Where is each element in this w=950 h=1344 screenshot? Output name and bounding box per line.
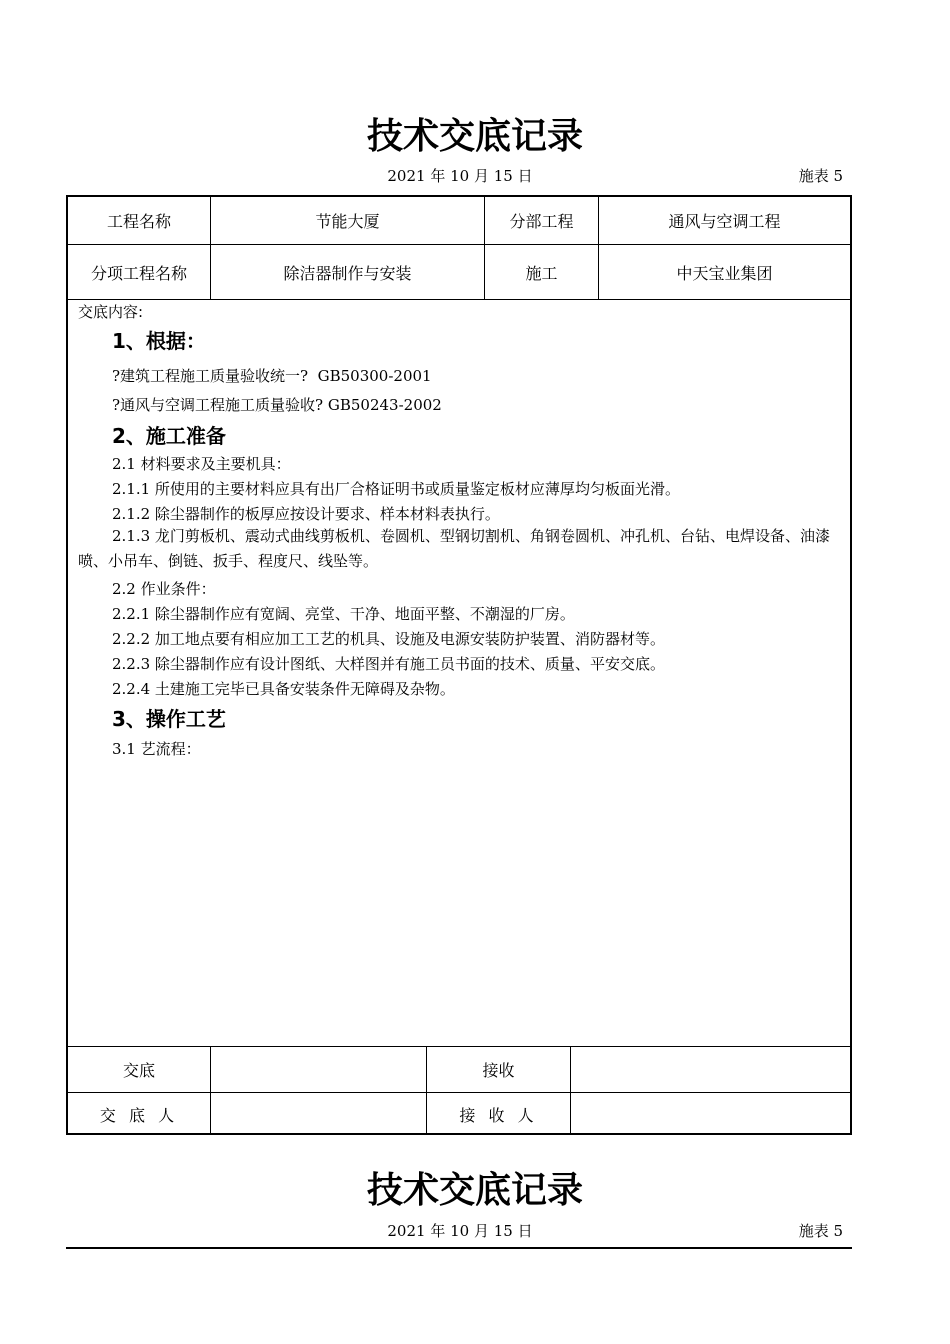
record-date: 2021 年 10 月 15 日 — [387, 1222, 533, 1240]
paragraph: 2.1 材料要求及主要机具： — [112, 455, 291, 473]
receive-person-label: 接 收 人 — [459, 1105, 538, 1125]
receive-label: 接收 — [482, 1061, 515, 1080]
handover-person-label: 交 底 人 — [99, 1105, 179, 1125]
paragraph: 2.2 作业条件： — [112, 580, 216, 598]
project-name-label: 工程名称 — [106, 212, 171, 231]
paragraph: 2.1.1 所使用的主要材料应具有出厂合格证明书或质量鉴定板材应薄厚均匀板面光滑。 — [112, 480, 680, 498]
handover-label: 交底 — [122, 1061, 155, 1080]
receive-person-field[interactable] — [571, 1093, 850, 1135]
handover-signature-field[interactable] — [211, 1047, 426, 1092]
receive-signature-field[interactable] — [571, 1047, 850, 1092]
project-name-value: 节能大厦 — [315, 212, 380, 231]
page-title: 技术交底记录 — [366, 1170, 583, 1211]
form-number: 施表 5 — [798, 1222, 843, 1240]
division-label: 分部工程 — [509, 212, 574, 231]
division-value: 通风与空调工程 — [668, 212, 781, 231]
basis-item: ?通风与空调工程施工质量验收? GB50243-2002 — [112, 396, 442, 414]
paragraph: 2.2.2 加工地点要有相应加工工艺的机具、设施及电源安装防护装置、消防器材等。 — [112, 630, 665, 648]
paragraph: 2.1.2 除尘器制作的板厚应按设计要求、样本材料表执行。 — [112, 505, 500, 523]
section-heading-basis: 1、根据： — [112, 329, 206, 353]
content-label: 交底内容: — [78, 303, 144, 321]
section-heading-preparation: 2、施工准备 — [112, 424, 226, 448]
record-date: 2021 年 10 月 15 日 — [387, 167, 533, 185]
paragraph: 2.2.4 土建施工完毕已具备安装条件无障碍及杂物。 — [112, 680, 455, 698]
page-title: 技术交底记录 — [366, 116, 583, 157]
construction-label: 施工 — [525, 263, 558, 283]
disclosure-form — [66, 195, 852, 1135]
paragraph: 2.2.3 除尘器制作应有设计图纸、大样图并有施工员书面的技术、质量、平安交底。 — [112, 655, 665, 673]
subitem-value: 除洁器制作与安装 — [283, 263, 412, 283]
subitem-label: 分项工程名称 — [90, 263, 187, 283]
construction-value: 中天宝业集团 — [676, 263, 773, 283]
paragraph: 2.1.3 龙门剪板机、震动式曲线剪板机、卷圆机、型钢切割机、角钢卷圆机、冲孔机、台钻、电焊设备、油漆喷、小吊车、倒链、扳手、程度尺、线坠等。 — [78, 527, 830, 570]
paragraph: 3.1 艺流程： — [112, 740, 201, 758]
section-heading-process: 3、操作工艺 — [112, 707, 226, 731]
paragraph: 2.2.1 除尘器制作应有宽阔、亮堂、干净、地面平整、不潮湿的厂房。 — [112, 605, 575, 623]
handover-person-field[interactable] — [211, 1093, 426, 1135]
basis-item: ?建筑工程施工质量验收统一? GB50300-2001 — [112, 367, 432, 385]
form-number: 施表 5 — [798, 167, 843, 185]
form-top-border — [66, 1247, 852, 1249]
